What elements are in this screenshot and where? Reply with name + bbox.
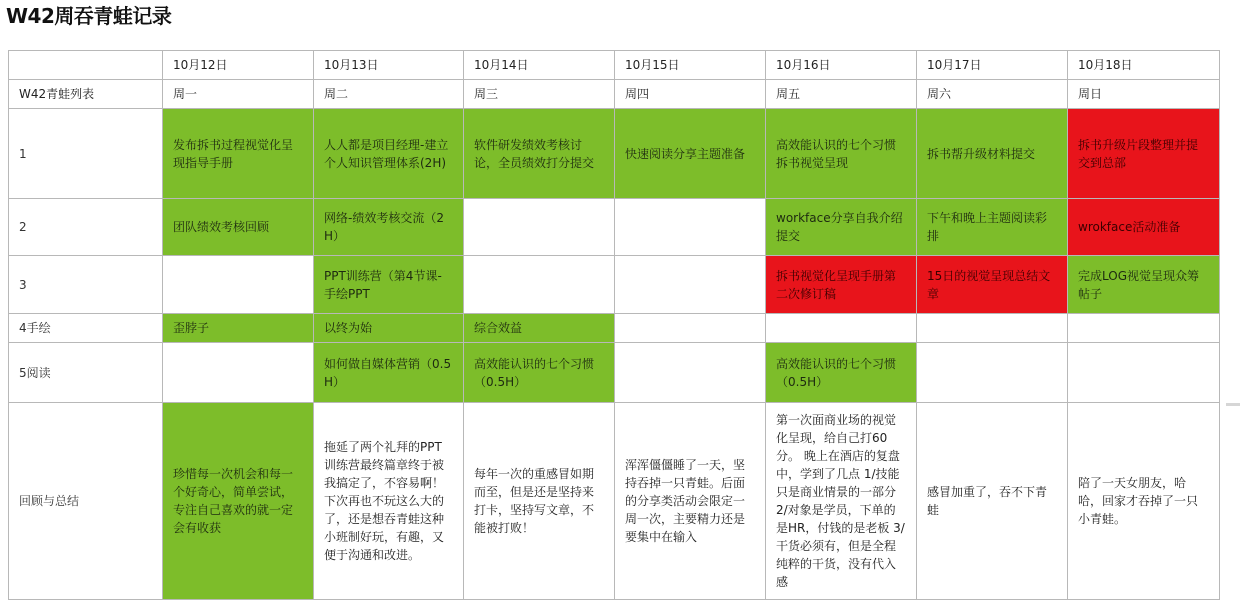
task-cell-empty <box>615 199 766 256</box>
weekday-cell: 周六 <box>917 80 1068 109</box>
task-cell-empty <box>766 314 917 343</box>
task-cell-done: workface分享自我介绍提交 <box>766 199 917 256</box>
scroll-edge-marker <box>1226 403 1240 406</box>
weekday-header-row <box>9 80 1220 109</box>
row-label: 回顾与总结 <box>9 403 163 600</box>
weekday-cell: 周三 <box>464 80 615 109</box>
task-cell-done: 以终为始 <box>314 314 464 343</box>
task-cell-done: 高效能认识的七个习惯（0.5H） <box>464 343 615 403</box>
weekday-cell: 周四 <box>615 80 766 109</box>
task-cell-done: 网络-绩效考核交流（2H） <box>314 199 464 256</box>
task-cell-undone: 拆书视觉化呈现手册第二次修订稿 <box>766 256 917 314</box>
date-header-row <box>9 51 1220 80</box>
row-label: 3 <box>9 256 163 314</box>
task-cell-done: 下午和晚上主题阅读彩排 <box>917 199 1068 256</box>
task-cell-done: 高效能认识的七个习惯拆书视觉呈现 <box>766 109 917 199</box>
weekday-cell: 周一 <box>163 80 314 109</box>
task-cell-empty: 拖延了两个礼拜的PPT训练营最终篇章终于被我搞定了，不容易啊！下次再也不玩这么大的了，还是想吞青蛙这种小班制好玩，有趣，又便于沟通和改进。 <box>314 403 464 600</box>
weekday-cell: 周五 <box>766 80 917 109</box>
task-cell-done: 完成LOG视觉呈现众筹帖子 <box>1068 256 1220 314</box>
table-row <box>9 403 1220 600</box>
task-cell-empty <box>615 314 766 343</box>
task-cell-empty <box>917 314 1068 343</box>
corner-cell <box>9 51 163 80</box>
task-cell-empty <box>615 256 766 314</box>
task-cell-undone: wrokface活动准备 <box>1068 199 1220 256</box>
task-cell-done: 综合效益 <box>464 314 615 343</box>
date-cell: 10月15日 <box>615 51 766 80</box>
date-cell: 10月17日 <box>917 51 1068 80</box>
task-cell-undone: 15日的视觉呈现总结文章 <box>917 256 1068 314</box>
date-cell: 10月16日 <box>766 51 917 80</box>
date-cell: 10月12日 <box>163 51 314 80</box>
task-cell-done: 软件研发绩效考核讨论，全员绩效打分提交 <box>464 109 615 199</box>
table-row <box>9 256 1220 314</box>
task-cell-done: 发布拆书过程视觉化呈现指导手册 <box>163 109 314 199</box>
table-row <box>9 314 1220 343</box>
task-cell-empty: 陪了一天女朋友，哈哈，回家才吞掉了一只小青蛙。 <box>1068 403 1220 600</box>
date-cell: 10月18日 <box>1068 51 1220 80</box>
task-cell-empty: 每年一次的重感冒如期而至，但是还是坚持来打卡，坚持写文章，不能被打败！ <box>464 403 615 600</box>
task-cell-empty <box>1068 343 1220 403</box>
task-cell-empty <box>163 256 314 314</box>
task-cell-empty: 感冒加重了，吞不下青蛙 <box>917 403 1068 600</box>
row-label: 5阅读 <box>9 343 163 403</box>
task-cell-empty <box>1068 314 1220 343</box>
row-label: 2 <box>9 199 163 256</box>
task-cell-empty: 第一次面商业场的视觉化呈现，给自己打60分。 晚上在酒店的复盘中，学到了几点 1/技能只是商业情景的一部分 2/对象是学员，下单的是HR，付钱的是老板 3/干货必须有，但是全程纯粹的干货，没有代入感 <box>766 403 917 600</box>
date-cell: 10月13日 <box>314 51 464 80</box>
task-cell-done: 团队绩效考核回顾 <box>163 199 314 256</box>
frog-record-table <box>8 50 1220 600</box>
task-cell-empty <box>464 256 615 314</box>
table-row <box>9 199 1220 256</box>
task-cell-done: 珍惜每一次机会和每一个好奇心，简单尝试，专注自己喜欢的就一定会有收获 <box>163 403 314 600</box>
task-cell-done: 拆书帮升级材料提交 <box>917 109 1068 199</box>
list-header-cell: W42青蛙列表 <box>9 80 163 109</box>
task-cell-done: 如何做自媒体营销（0.5H） <box>314 343 464 403</box>
task-cell-empty: 浑浑僵僵睡了一天，坚持吞掉一只青蛙。后面的分享类活动会限定一周一次，主要精力还是要集中在输入 <box>615 403 766 600</box>
task-cell-undone: 拆书升级片段整理并提交到总部 <box>1068 109 1220 199</box>
task-cell-done: 歪脖子 <box>163 314 314 343</box>
task-cell-empty <box>163 343 314 403</box>
table-row <box>9 109 1220 199</box>
row-label: 4手绘 <box>9 314 163 343</box>
table-row <box>9 343 1220 403</box>
task-cell-empty <box>917 343 1068 403</box>
task-cell-empty <box>464 199 615 256</box>
task-cell-done: 高效能认识的七个习惯（0.5H） <box>766 343 917 403</box>
page-title: W42周吞青蛙记录 <box>6 4 172 28</box>
task-cell-done: 人人都是项目经理-建立个人知识管理体系(2H) <box>314 109 464 199</box>
task-cell-done: PPT训练营（第4节课-手绘PPT <box>314 256 464 314</box>
row-label: 1 <box>9 109 163 199</box>
date-cell: 10月14日 <box>464 51 615 80</box>
task-cell-done: 快速阅读分享主题准备 <box>615 109 766 199</box>
weekday-cell: 周二 <box>314 80 464 109</box>
task-cell-empty <box>615 343 766 403</box>
weekday-cell: 周日 <box>1068 80 1220 109</box>
